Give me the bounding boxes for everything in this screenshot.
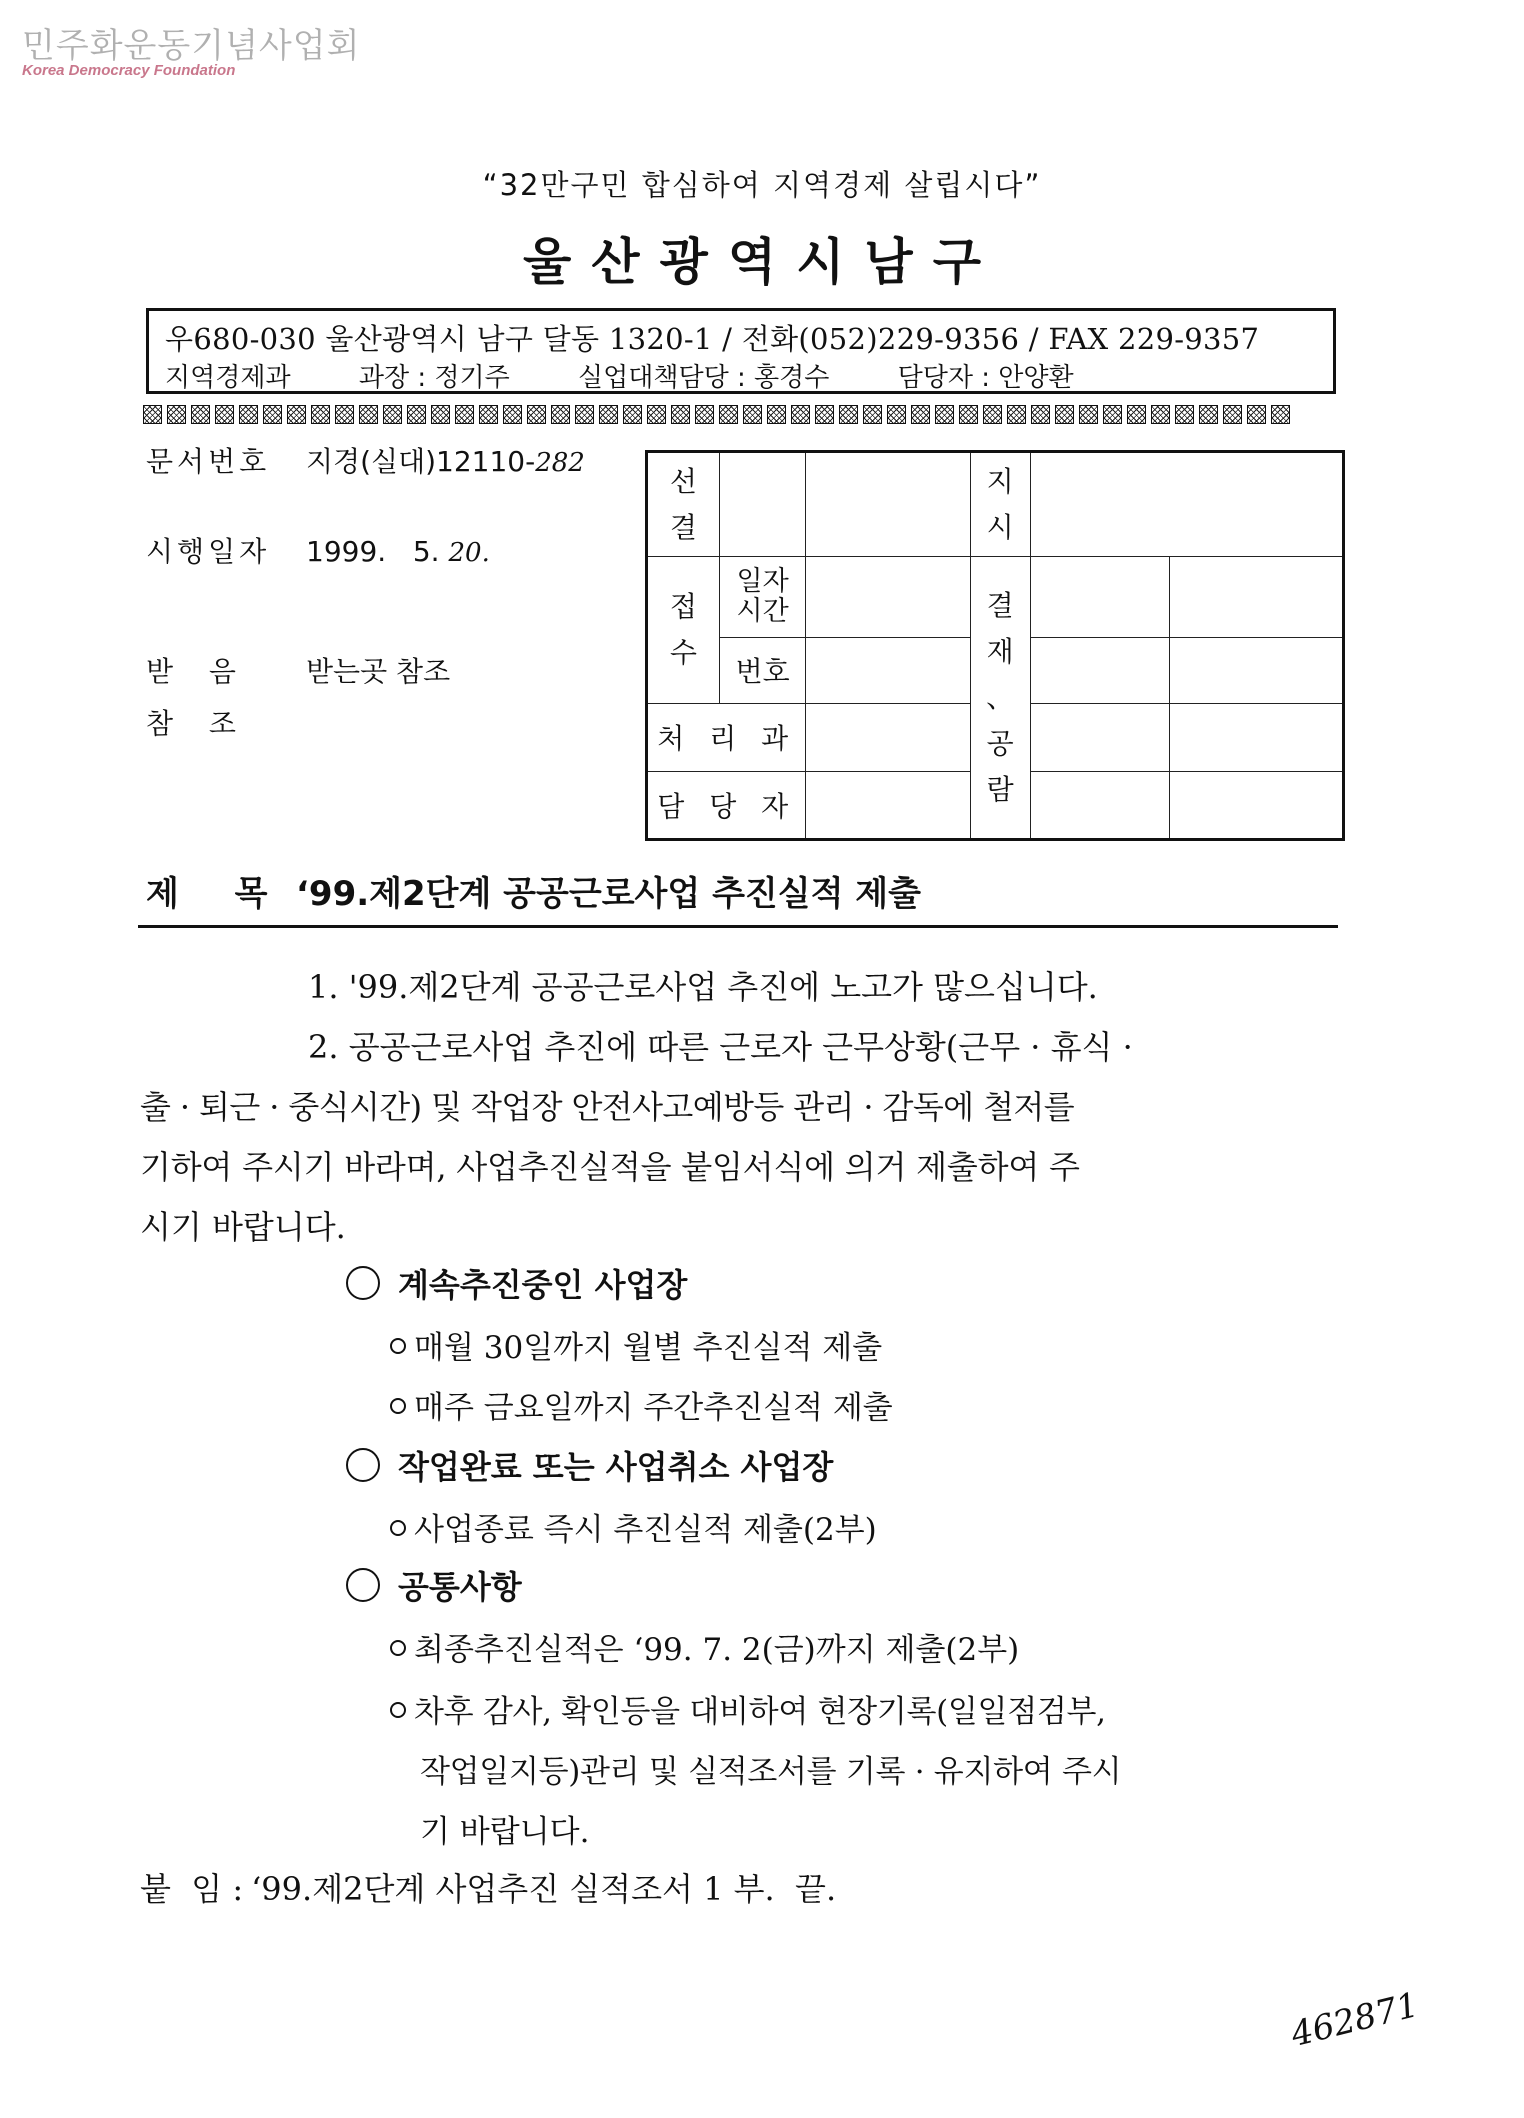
hatched-square-icon — [167, 405, 186, 424]
date-value: 1999. 5. — [306, 535, 440, 568]
bullet-text: 사업종료 즉시 추진실적 제출(2부) — [414, 1512, 877, 1548]
hatched-square-icon — [911, 405, 930, 424]
hatched-square-icon — [1175, 405, 1194, 424]
officer-in-charge: 담당자 : 안양환 — [897, 363, 1074, 393]
approval-cell-4a[interactable] — [1030, 771, 1169, 839]
bullet-item — [390, 1504, 877, 1549]
doc-number-label: 문서번호 — [146, 445, 271, 478]
hatched-square-icon — [1199, 405, 1218, 424]
hatched-square-icon — [599, 405, 618, 424]
paragraph-2-line-1: 2. 공공근로사업 추진에 따른 근로자 근무상황(근무 · 휴식 · — [308, 1028, 1133, 1066]
bullet-text: 매월 30일까지 월별 추진실적 제출 — [414, 1330, 883, 1366]
date-time-text: 일자 시간 — [736, 565, 789, 627]
date-row — [146, 530, 490, 570]
unemployment-officer: 실업대책담당 : 홍경수 — [578, 363, 830, 393]
small-circle-bullet-icon — [390, 1640, 406, 1656]
bullet-item — [390, 1382, 893, 1427]
hatched-square-icon — [1151, 405, 1170, 424]
approval-cell-1b[interactable] — [1169, 557, 1343, 637]
doc-number-row — [146, 440, 585, 480]
doc-number-handwritten: 282 — [535, 448, 585, 478]
prior-decision-label — [647, 452, 720, 557]
bullet-text: 차후 감사, 확인등을 대비하여 현장기록(일일점검부, — [414, 1694, 1106, 1730]
foundation-logo-korean: 민주화운동기념사업회 — [22, 26, 361, 66]
approval-cell-3b[interactable] — [1169, 703, 1343, 771]
circle-bullet-icon — [346, 1568, 380, 1602]
processing-dept-label: 처 리 과 — [647, 703, 806, 771]
paragraph-2-line-2: 출 · 퇴근 · 중식시간) 및 작업장 안전사고예방등 관리 · 감독에 철저를 — [140, 1088, 1075, 1126]
approval-label — [970, 557, 1030, 840]
hatched-square-icon — [1103, 405, 1122, 424]
approval-cell-3a[interactable] — [1030, 703, 1169, 771]
hatched-square-icon — [1223, 405, 1242, 424]
bullet-text: 최종추진실적은 ‘99. 7. 2(금)까지 제출(2부) — [414, 1632, 1020, 1668]
processing-dept-cell[interactable] — [806, 703, 970, 771]
hatched-square-icon — [383, 405, 402, 424]
bullet-text: 매주 금요일까지 주간추진실적 제출 — [414, 1390, 893, 1426]
number-label: 번호 — [719, 637, 806, 703]
small-circle-bullet-icon — [390, 1338, 406, 1354]
hatched-square-icon — [455, 405, 474, 424]
hatched-square-icon — [671, 405, 690, 424]
approval-cell-2a[interactable] — [1030, 637, 1169, 703]
hatched-square-icon — [815, 405, 834, 424]
hatched-square-icon — [743, 405, 762, 424]
hatched-square-icon — [1247, 405, 1266, 424]
person-in-charge-label: 담 당 자 — [647, 771, 806, 839]
section-chief: 과장 : 정기주 — [358, 363, 510, 393]
approval-cell-4b[interactable] — [1169, 771, 1343, 839]
hatched-square-icon — [959, 405, 978, 424]
foundation-logo-english: Korea Democracy Foundation — [22, 62, 236, 79]
hatched-square-icon — [407, 405, 426, 424]
hatched-square-icon — [551, 405, 570, 424]
hatched-square-icon — [647, 405, 666, 424]
section-heading-text: 계속추진중인 사업장 — [398, 1266, 688, 1304]
recipient-row — [146, 650, 450, 690]
small-circle-bullet-icon — [390, 1520, 406, 1536]
person-in-charge-cell[interactable] — [806, 771, 970, 839]
subject-rule — [138, 925, 1338, 928]
hatched-square-icon — [767, 405, 786, 424]
small-circle-bullet-icon — [390, 1702, 406, 1718]
date-time-label — [719, 557, 806, 637]
number-cell[interactable] — [806, 637, 970, 703]
hatched-square-icon — [335, 405, 354, 424]
reference-label: 참 조 — [146, 707, 242, 740]
department: 지역경제과 — [165, 363, 291, 393]
hatched-square-icon — [215, 405, 234, 424]
slogan: “32만구민 합심하여 지역경제 살립시다” — [482, 168, 1042, 202]
section-heading-completed — [346, 1442, 833, 1488]
handwritten-note: 462871 — [1287, 1984, 1423, 2056]
hatched-square-icon — [431, 405, 450, 424]
hatched-square-icon — [887, 405, 906, 424]
hatched-square-icon — [719, 405, 738, 424]
hatched-square-icon — [1055, 405, 1074, 424]
prior-decision-text: 선 결 — [669, 464, 697, 544]
prior-decision-cell-1[interactable] — [719, 452, 806, 557]
hatched-square-icon — [359, 405, 378, 424]
hatched-square-icon — [1031, 405, 1050, 424]
hatched-square-icon — [695, 405, 714, 424]
hatched-square-icon — [503, 405, 522, 424]
attachment-label: 붙 임 : — [140, 1870, 244, 1908]
bullet-continuation: 작업일지등)관리 및 실적조서를 기록 · 유지하여 주시 — [420, 1754, 1122, 1790]
reception-label — [647, 557, 720, 704]
instruction-cell[interactable] — [1030, 452, 1343, 557]
hatched-square-icon — [1127, 405, 1146, 424]
reception-text: 접 수 — [669, 590, 697, 669]
section-heading-text: 작업완료 또는 사업취소 사업장 — [398, 1448, 834, 1486]
staff-line — [165, 357, 1134, 394]
subject-title: ‘99.제2단계 공공근로사업 추진실적 제출 — [296, 874, 921, 914]
hatched-square-icon — [143, 405, 162, 424]
section-heading-text: 공통사항 — [398, 1568, 522, 1606]
date-label: 시행일자 — [146, 535, 271, 568]
hatched-square-icon — [623, 405, 642, 424]
hatched-square-icon — [191, 405, 210, 424]
attachment-line — [140, 1864, 836, 1910]
circle-bullet-icon — [346, 1266, 380, 1300]
hatched-square-icon — [1271, 405, 1290, 424]
hatched-square-icon — [287, 405, 306, 424]
hatched-divider — [143, 405, 1343, 427]
attachment-text: ‘99.제2단계 사업추진 실적조서 1 부. 끝. — [251, 1870, 837, 1908]
approval-table — [645, 450, 1345, 841]
small-circle-bullet-icon — [390, 1398, 406, 1414]
prior-decision-cell-2[interactable] — [806, 452, 970, 557]
instruction-label — [970, 452, 1030, 557]
address-box — [146, 308, 1336, 394]
circle-bullet-icon — [346, 1448, 380, 1482]
hatched-square-icon — [239, 405, 258, 424]
date-handwritten: 20. — [448, 538, 490, 568]
hatched-square-icon — [983, 405, 1002, 424]
section-heading-ongoing — [346, 1260, 687, 1306]
hatched-square-icon — [791, 405, 810, 424]
bullet-continuation: 기 바랍니다. — [420, 1814, 590, 1850]
issuing-office: 울산광역시남구 — [522, 233, 1002, 291]
hatched-square-icon — [1007, 405, 1026, 424]
hatched-square-icon — [839, 405, 858, 424]
hatched-square-icon — [527, 405, 546, 424]
bullet-item — [390, 1686, 1106, 1731]
hatched-square-icon — [479, 405, 498, 424]
hatched-square-icon — [935, 405, 954, 424]
hatched-square-icon — [863, 405, 882, 424]
hatched-square-icon — [311, 405, 330, 424]
reference-row — [146, 702, 306, 742]
paragraph-2-line-3: 기하여 주시기 바라며, 사업추진실적을 붙임서식에 의거 제출하여 주 — [140, 1148, 1080, 1186]
recipient-label: 받 음 — [146, 655, 242, 688]
hatched-square-icon — [1079, 405, 1098, 424]
approval-cell-2b[interactable] — [1169, 637, 1343, 703]
paragraph-1: 1. '99.제2단계 공공근로사업 추진에 노고가 많으십니다. — [308, 968, 1098, 1006]
address-line: 우680-030 울산광역시 남구 달동 1320-1 / 전화(052)229-9356 / FAX 229-9357 — [165, 322, 1260, 356]
paragraph-2-line-4: 시기 바랍니다. — [140, 1208, 346, 1246]
subject-label: 제 목 — [146, 874, 290, 914]
bullet-item — [390, 1322, 882, 1367]
instruction-text: 지 시 — [986, 464, 1014, 544]
recipient: 받는곳 참조 — [306, 655, 451, 688]
bullet-item — [390, 1624, 1019, 1669]
doc-number: 지경(실대)12110- — [306, 445, 536, 478]
subject-line — [146, 866, 921, 915]
hatched-square-icon — [575, 405, 594, 424]
section-heading-common — [346, 1562, 522, 1608]
hatched-square-icon — [263, 405, 282, 424]
approval-text: 결 재 、 공 람 — [986, 588, 1015, 806]
date-time-cell[interactable] — [806, 557, 970, 637]
approval-cell-1a[interactable] — [1030, 557, 1169, 637]
